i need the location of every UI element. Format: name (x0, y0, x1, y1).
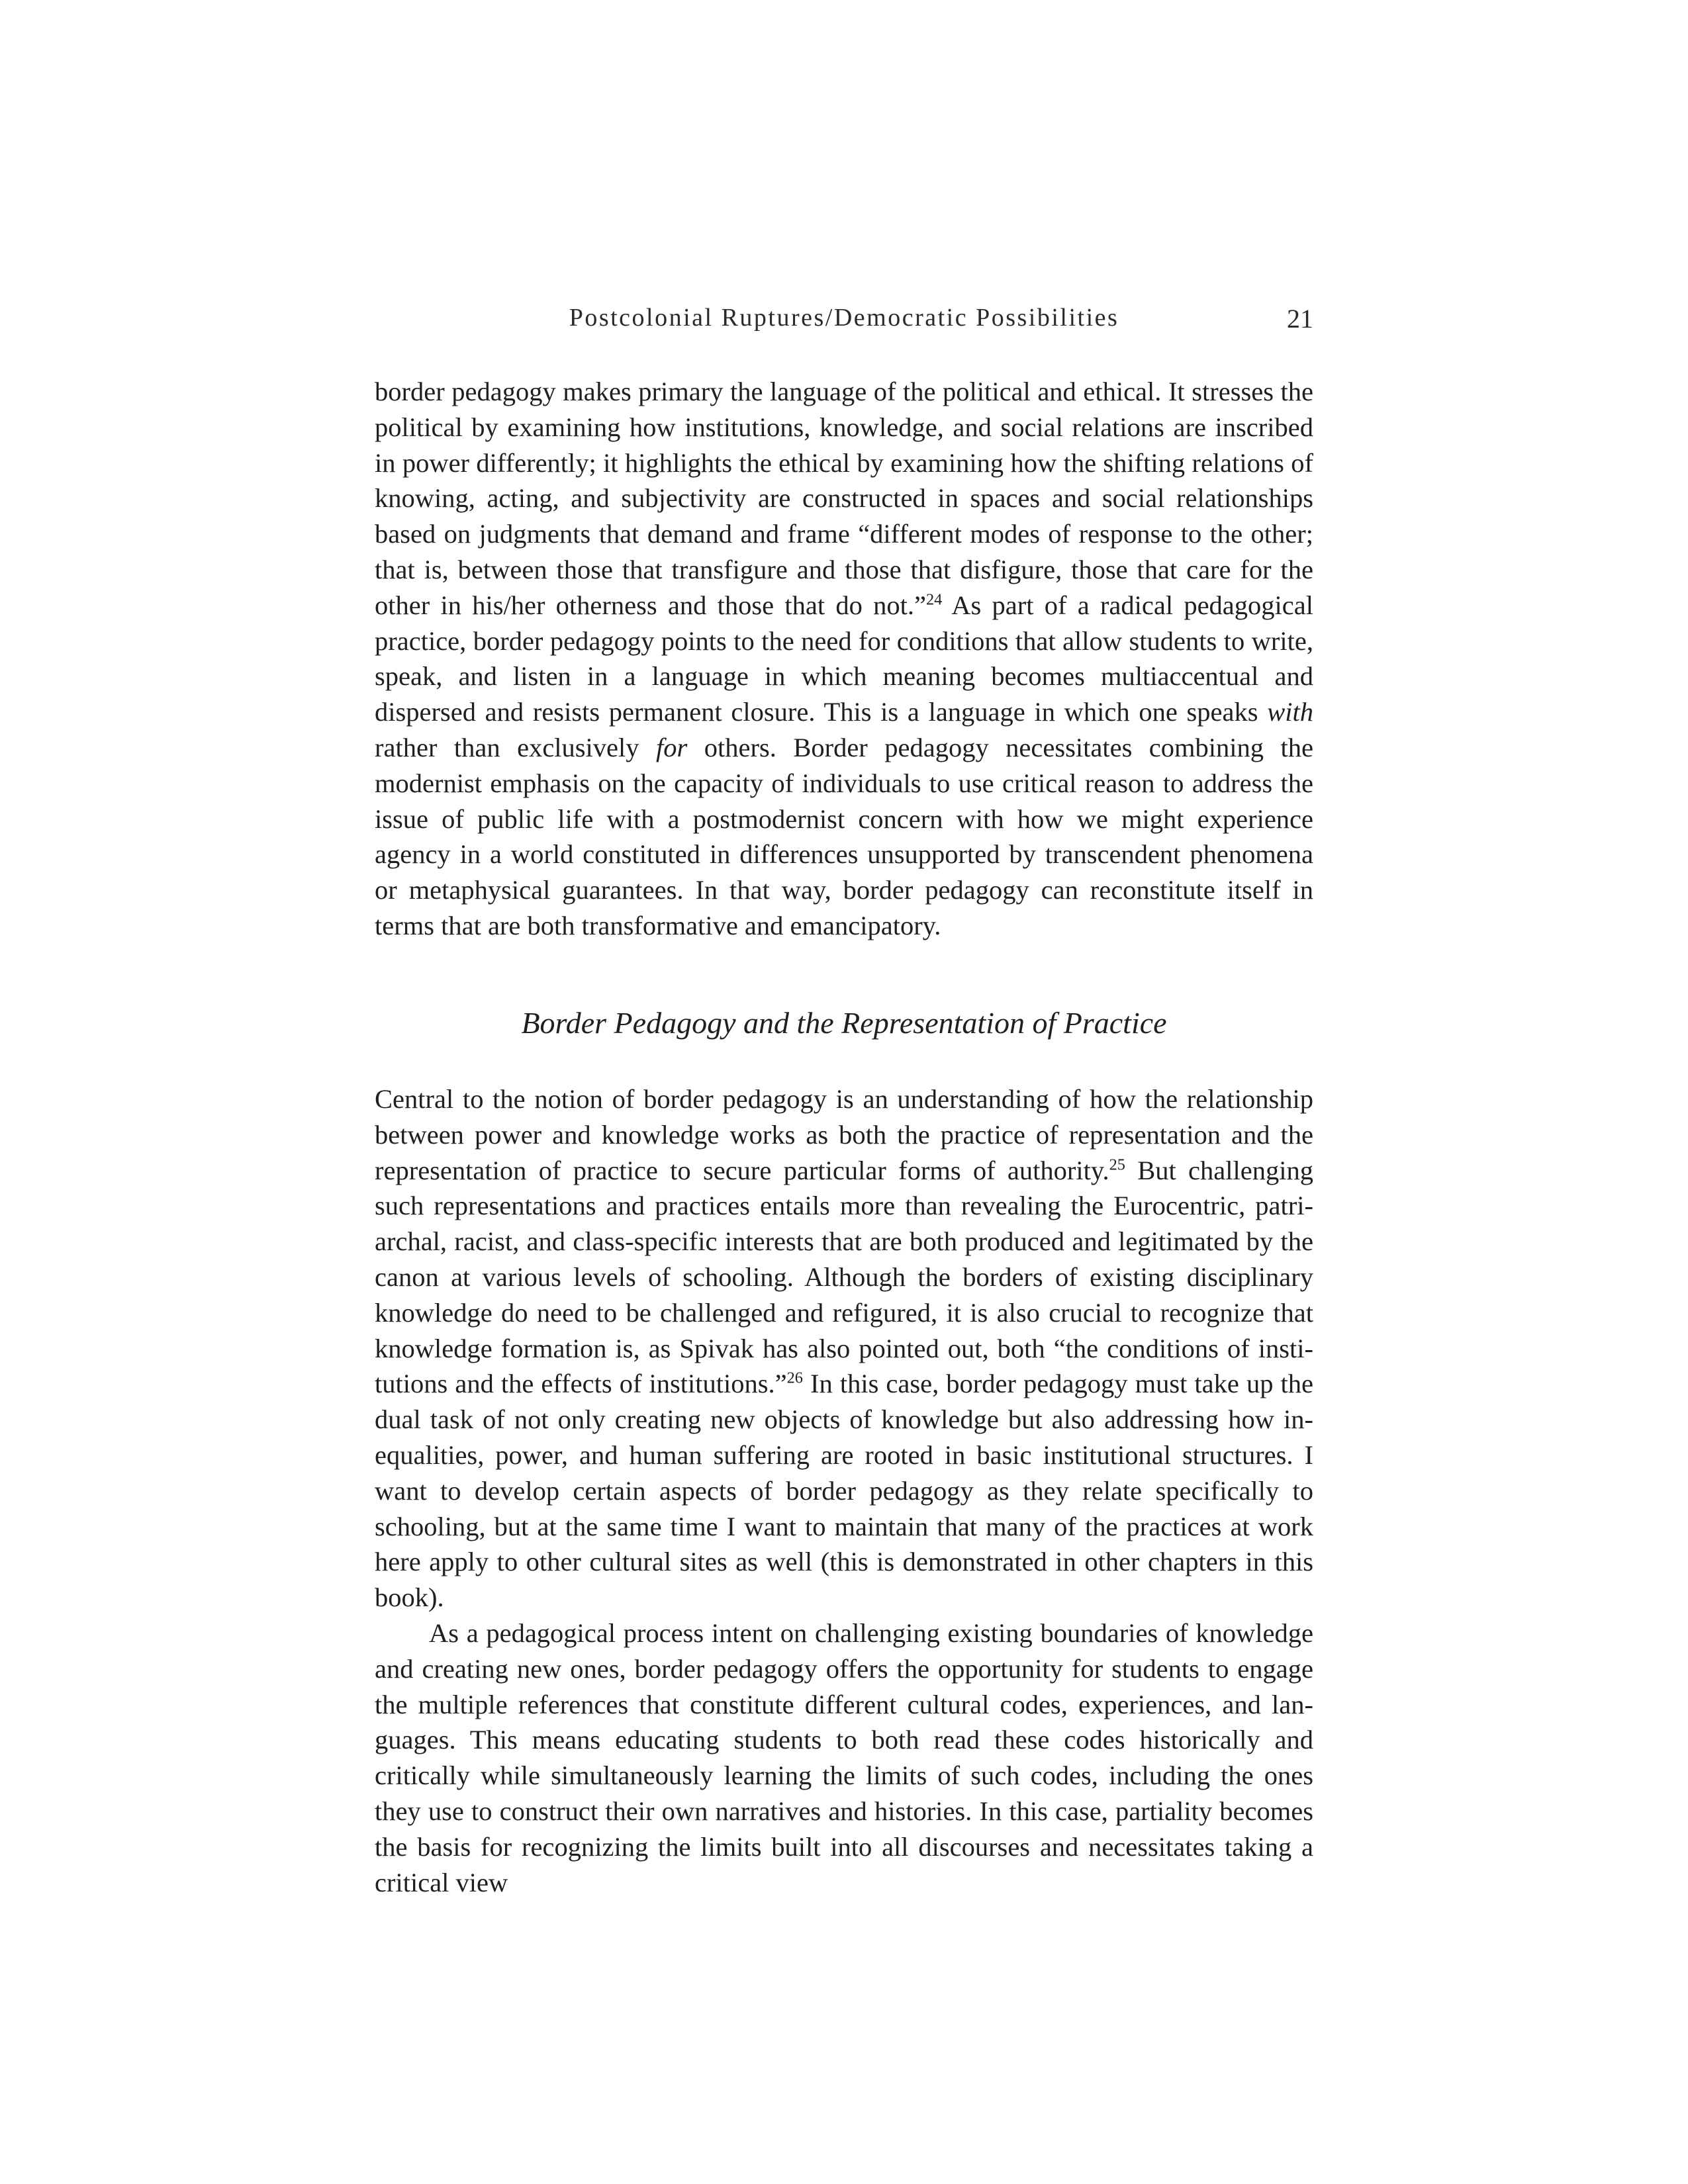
emphasis-text: for (656, 732, 688, 762)
running-head (375, 303, 1313, 343)
section-first-paragraph (375, 1081, 1313, 1615)
paragraph-text: But challenging such representations and practices entails more than revealing the Eurocentric, patriarchal, racist, and class-specific interests that are both produced and legitimated by the canon at various levels of schooling. Although the borders of existing disciplinary knowledge do need to be challenged and refigured, it is also crucial to recognize that knowledge formation is, as Spivak has also pointed out, both “the conditions of institutions and the effects of institutions.” (375, 1155, 1313, 1399)
paragraph-text: As a pedagogical process intent on challenging existing boundaries of knowledge and creating new ones, border pedagogy offers the opportunity for students to engage the multiple references that constitute different cultural codes, experiences, and languages. This means educating students to both read these codes historically and critically while simultaneously learning the limits of such codes, including the ones they use to construct their own narratives and histories. In this case, partiality becomes the basis for recognizing the limits built into all discourses and necessitates taking a critical view (375, 1617, 1313, 1897)
paragraph-text: border pedagogy makes primary the language of the political and ethical. It stresses the political by examining how institutions, knowledge, and social relations are inscribed in power differently; it highlights the ethical by examining how the shifting relations of knowing, acting, and subjectivity are constructed in spaces and social relationships based on judgments that demand and frame “different modes of response to the other; that is, between those that transfigure and those that disfigure, those that care for the other in his/her otherness and those that do not.” (375, 377, 1313, 620)
paragraph-continuation (375, 374, 1313, 944)
body-text-top (375, 374, 1313, 944)
paragraph-text: As part of a radical pedagogical practice, border pedagogy points to the need for conditions that allow students to write, speak, and listen in a language in which meaning becomes multiaccentual and dispersed and resists permanent closure. This is a language in which one speaks (375, 590, 1313, 727)
footnote-reference: 24 (925, 590, 943, 609)
indented-paragraph (375, 1615, 1313, 1900)
section-heading: Border Pedagogy and the Representation of Practice (521, 1006, 1167, 1040)
paragraph-text: others. Border pedagogy necessitates combining the modernist emphasis on the capacity of individuals to use critical reason to address the issue of public life with a postmodernist concern with how we might experience agency in a world constituted in differences unsupported by transcendent phenomena or metaphysical guarantees. In that way, border pedagogy can reconstitute itself in terms that are both transformative and emancipatory. (375, 732, 1313, 940)
footnote-reference: 25 (1109, 1156, 1125, 1174)
paragraph-text: rather than exclusively (375, 732, 657, 762)
paragraph-text: Central to the notion of border pedagogy is an understanding of how the relationship between power and knowledge works as both the practice of representation and the representation of practice to secure particular forms of authority. (375, 1084, 1313, 1185)
page-number: 21 (1287, 304, 1313, 334)
emphasis-text: with (1267, 697, 1313, 727)
paragraph-text: In this case, border pedagogy must take up the dual task of not only creating new objects of knowledge but also addressing how inequalities, power, and human suffering are rooted in basic institutional structures. I want to develop certain aspects of border pedagogy as they relate specifically to schooling, but at the same time I want to maintain that many of the practices at work here apply to other cultural sites as well (this is demonstrated in other chapters in this book). (375, 1369, 1313, 1613)
running-head-title: Postcolonial Ruptures/Democratic Possibilities (569, 304, 1119, 332)
footnote-reference: 26 (786, 1369, 803, 1387)
body-text-section (375, 1081, 1313, 1900)
